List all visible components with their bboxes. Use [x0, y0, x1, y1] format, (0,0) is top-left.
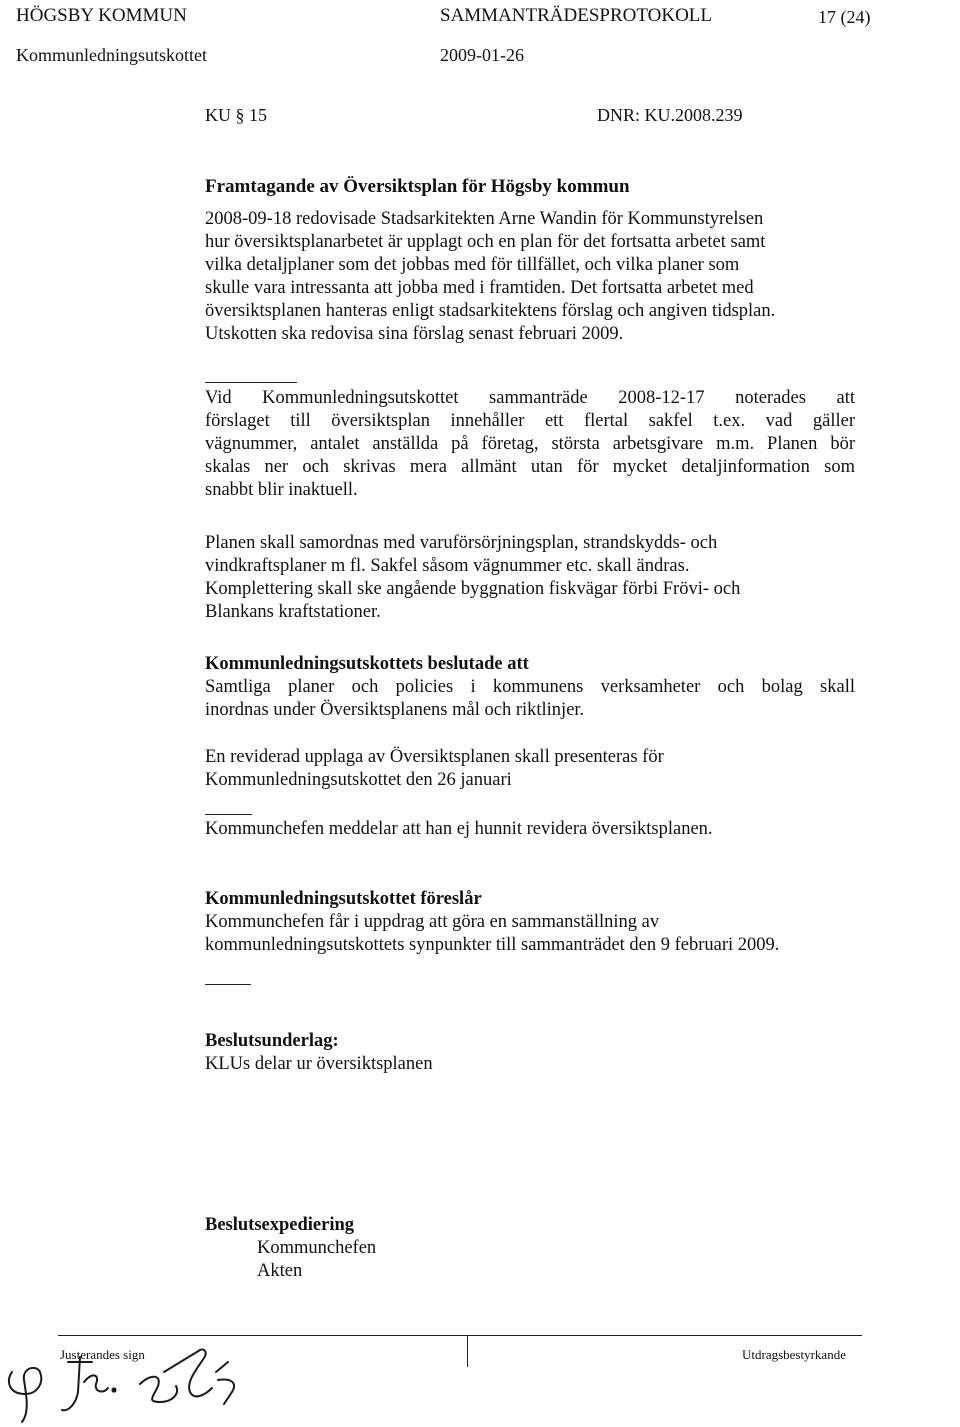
paragraph-coordination: [205, 532, 855, 624]
utdragsbestyrkande-label: Utdragsbestyrkande: [742, 1347, 846, 1362]
text-line: skalas ner och skrivas mera allmänt utan för mycket detaljinformation som: [205, 457, 855, 477]
paragraph-number: KU § 15: [205, 105, 267, 125]
text-line: vilka detaljplaner som det jobbas med för tillfället, och vilka planer som: [205, 255, 740, 275]
proposal-heading: Kommunledningsutskottet föreslår: [205, 889, 482, 909]
text-line: förslaget till översiktsplan innehåller ett flertal sakfel t.ex. vad gäller: [205, 411, 855, 431]
dnr-number: DNR: KU.2008.239: [597, 105, 743, 125]
text-line: KLUs delar ur översiktsplanen: [205, 1054, 433, 1074]
justerandes-sign-label: Justerandes sign: [60, 1347, 145, 1362]
committee-name: Kommunledningsutskottet: [16, 45, 207, 65]
revised-section: [205, 746, 855, 792]
decision-heading: Kommunledningsutskottets beslutade att: [205, 654, 529, 674]
footer-divider: [467, 1335, 468, 1367]
text-line: snabbt blir inaktuell.: [205, 480, 358, 500]
text-line: översiktsplanen hanteras enligt stadsarkitektens förslag och angiven tidsplan.: [205, 301, 776, 321]
text-line: hur översiktsplanarbetet är upplagt och en plan för det fortsatta arbetet samt: [205, 232, 766, 252]
document-type: SAMMANTRÄDESPROTOKOLL: [440, 5, 713, 26]
dispatch-heading: Beslutsexpediering: [205, 1215, 355, 1235]
proposal-section: [205, 888, 855, 957]
recipient: Kommunchefen: [257, 1238, 377, 1258]
recipient: Akten: [257, 1261, 303, 1281]
text-line: kommunledningsutskottets synpunkter till sammanträdet den 9 februari 2009.: [205, 935, 780, 955]
basis-heading: Beslutsunderlag:: [205, 1031, 339, 1051]
decision-section: [205, 653, 855, 722]
separator-line: [205, 814, 252, 815]
handwritten-initials: [0, 1322, 300, 1427]
text-line: Komplettering skall ske angående byggnation fiskvägar förbi Frövi- och: [205, 579, 741, 599]
paragraph-meeting-note: [205, 387, 855, 502]
separator-line: [205, 382, 297, 383]
text-line: Kommunchefen får i uppdrag att göra en sammanställning av: [205, 912, 660, 932]
paragraph-background: [205, 208, 855, 346]
text-line: inordnas under Översiktsplanens mål och riktlinjer.: [205, 700, 585, 720]
text-line: 2008-09-18 redovisade Stadsarkitekten Arne Wandin för Kommunstyrelsen: [205, 209, 764, 229]
text-line: Blankans kraftstationer.: [205, 602, 381, 622]
text-line: vindkraftsplaner m fl. Sakfel såsom vägnummer etc. skall ändras.: [205, 556, 690, 576]
text-line: Kommunchefen meddelar att han ej hunnit revidera översiktsplanen.: [205, 819, 713, 839]
basis-section: [205, 1030, 855, 1076]
text-line: Samtliga planer och policies i kommunens verksamheter och bolag skall: [205, 677, 855, 697]
chief-note: [205, 818, 855, 841]
dispatch-section: [205, 1214, 855, 1283]
text-line: Planen skall samordnas med varuförsörjningsplan, strandskydds- och: [205, 533, 718, 553]
text-line: vägnummer, antalet anställda på företag, största arbetsgivare m.m. Planen bör: [205, 434, 855, 454]
text-line: En reviderad upplaga av Översiktsplanen skall presenteras för: [205, 747, 664, 767]
text-line: Vid Kommunledningsutskottet sammanträde 2008-12-17 noterades att: [205, 388, 855, 408]
text-line: Utskotten ska redovisa sina förslag senast februari 2009.: [205, 324, 624, 344]
text-line: Kommunledningsutskottet den 26 januari: [205, 770, 512, 790]
text-line: skulle vara intressanta att jobba med i framtiden. Det fortsatta arbetet med: [205, 278, 754, 298]
separator-line: [205, 984, 251, 985]
municipality-name: HÖGSBY KOMMUN: [16, 5, 187, 26]
page-number: 17 (24): [818, 7, 871, 27]
page-title: Framtagande av Översiktsplan för Högsby kommun: [205, 176, 630, 197]
meeting-date: 2009-01-26: [440, 45, 524, 65]
